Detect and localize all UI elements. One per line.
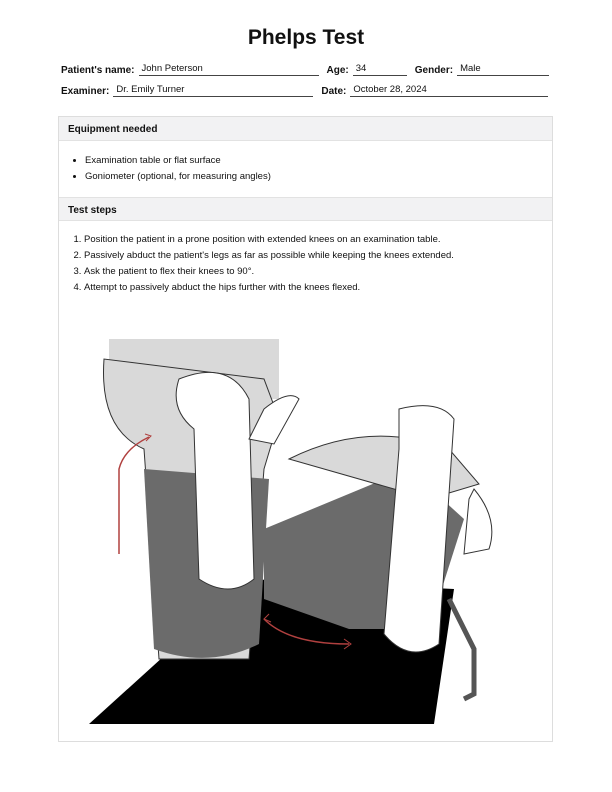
name-label: Patient's name: [61,65,135,76]
steps-heading: Test steps [59,197,552,221]
list-item: 1. Position the patient in a prone position with extended knees on an examination table. [84,232,552,248]
list-item: 2. Passively abduct the patient's legs as far as possible while keeping the knees extended. [84,248,552,264]
equipment-heading: Equipment needed [59,117,552,141]
examiner-label: Examiner: [61,86,110,97]
age-field[interactable]: 34 [353,63,407,76]
steps-list [59,221,552,306]
date-label: Date: [321,86,347,97]
list-item: • Examination table or flat surface [85,153,552,169]
phelps-test-illustration [89,339,509,729]
list-item: 3. Ask the patient to flex their knees to 90°. [84,264,552,280]
gender-label: Gender: [414,65,454,76]
patient-row [61,63,557,76]
examiner-row [61,84,556,97]
gender-field[interactable]: Male [457,63,549,76]
examiner-field[interactable]: Dr. Emily Turner [113,84,313,97]
age-label: Age: [326,65,349,76]
test-form [58,116,553,742]
date-field[interactable]: October 28, 2024 [350,84,548,97]
equipment-list [59,141,552,197]
list-item: 4. Attempt to passively abduct the hips further with the knees flexed. [84,280,552,296]
name-field[interactable]: John Peterson [139,63,319,76]
page-title: Phelps Test [247,26,365,49]
list-item: • Goniometer (optional, for measuring angles) [85,169,552,185]
